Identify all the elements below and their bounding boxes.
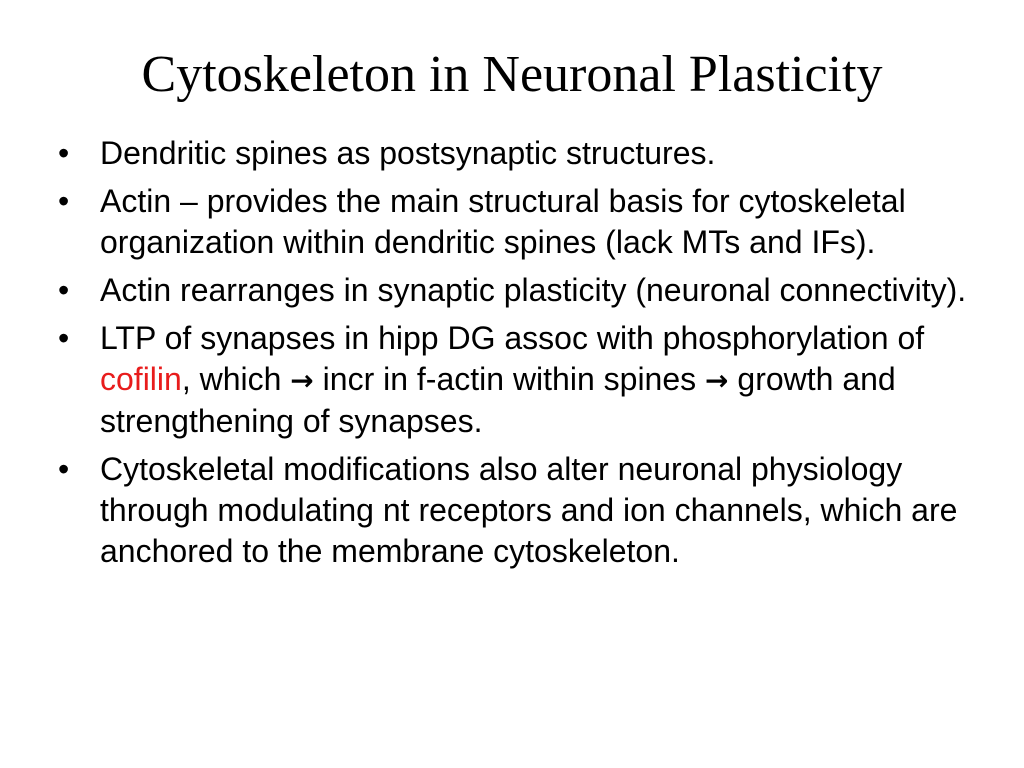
bullet-icon: • (58, 135, 70, 171)
bullet-text-part-1: LTP of synapses in hipp DG assoc with phosphorylation of (100, 320, 925, 356)
bullet-item-4 (58, 318, 978, 442)
arrow-right-icon: → (290, 364, 314, 397)
bullet-icon: • (58, 272, 70, 308)
bullet-item-2 (58, 181, 978, 263)
bullet-text-part-3: incr in f-actin within spines (313, 361, 706, 397)
bullet-text: Cytoskeletal modifications also alter neuronal physiology through modulating nt receptors and ion channels, which are anchored to the membrane cytoskeleton. (100, 451, 958, 569)
highlight-term: cofilin (100, 361, 182, 397)
bullet-item-3 (58, 270, 978, 311)
bullet-text-part-4: growth and strengthening of synapses. (100, 361, 896, 439)
arrow-right-icon: → (705, 364, 729, 397)
bullet-list (58, 133, 978, 579)
slide-title: Cytoskeleton in Neuronal Plasticity (141, 46, 883, 103)
bullet-item-5 (58, 449, 978, 572)
bullet-icon: • (58, 183, 70, 219)
bullet-text-part-2: , which (181, 361, 291, 397)
bullet-item-1 (58, 133, 978, 174)
bullet-text: Actin – provides the main structural basis for cytoskeletal organization within dendritic spines (lack MTs and IFs). (100, 183, 906, 260)
bullet-icon: • (58, 320, 70, 356)
bullet-text: Actin rearranges in synaptic plasticity (neuronal connectivity). (100, 272, 967, 308)
bullet-icon: • (58, 451, 70, 487)
bullet-text: Dendritic spines as postsynaptic structures. (100, 135, 716, 171)
